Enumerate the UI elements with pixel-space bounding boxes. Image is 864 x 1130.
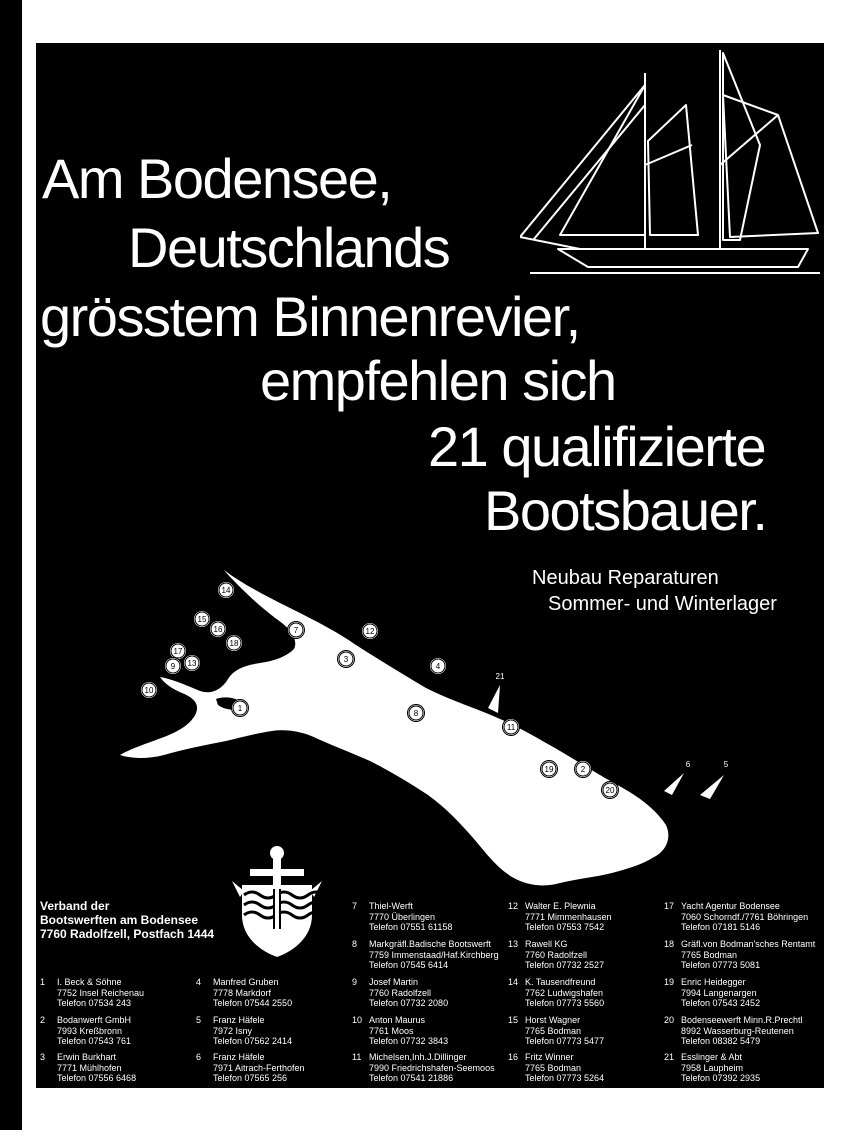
map-marker (210, 621, 227, 638)
map-marker (194, 611, 211, 628)
map-marker (430, 658, 447, 675)
map-marker-label: 1 (237, 704, 243, 713)
map-marker (226, 635, 243, 652)
map-marker-label: 7 (293, 626, 299, 635)
map-marker-label: 10 (144, 686, 154, 695)
headline-line-6: Bootsbauer. (484, 479, 767, 542)
headline-line-4: empfehlen sich (260, 349, 616, 412)
sail-label-21: 21 (495, 672, 505, 681)
advert-panel: Am Bodensee, Deutschlands grösstem Binnenrevier, empfehlen sich 21 qualifizierte Bootsbauer. Neubau Reparaturen Sommer- und Winterlager 21 6 5 14 15 16 18 7 12 17 9 13 3 4 10 1 8 11 19 2 20 Verband der Bootswerften am Bodensee 7760 Radolfzell, Postfach 1444 1 I. Beck & Söhne 7752 Insel Reichenau Telefon 07534 243 2 Bodanwerft GmbH 7993 Kreßbronn Telefon 07543 761 3 Erwin Burkhart 7771 Mühlhofen Telefon 07556 6468 4 Manfred Gruben 7778 Markdorf Telefon 07544 2550 5 Franz Häfele 7972 Isny Telefon 07562 2414 6 Franz Häfele 7971 Aitrach-Ferthofen Telefon 07565 256 7 Thiel-Werft 7770 Überlingen Telefon 07551 61158 8 Markgräfl.Badische Bootswerft 7759 Immenstaad/Haf.Kirchberg Telefon 07545 6414 9 Josef Martin 7760 Radolfzell Telefon 07732 2080 10 Anton Maurus 7761 Moos Telefon 07732 3843 11 Michelsen,Inh.J.Dillinger 7990 Friedrichshafen-Seemoos Telefon 07541 21886 12 Walter E. Plewnia 7771 Mimmenhausen Telefon 07553 7542 13 Rawell KG 7760 Radolfzell Telefon 07732 2527 14 K. Tausendfreund 7762 Ludwigshafen Telefon 07773 5560 15 Horst Wagner 7765 Bodman Telefon 07773 5477 16 Fritz Winner 7765 Bodman Telefon 07773 5264 17 Yacht Agentur Bodensee 7060 Schorndf./7761 Böhringen Telefon 07181 5146 18 Gräfl.von Bodman'sches Rentamt 7765 Bodman Telefon 07773 5081 19 Enric Heidegger 7994 Langenargen Telefon 07543 2452 20 Bodenseewerft Minn.R.Prechtl 8992 Wasserburg-Reutenen Telefon 08382 5479 21 Esslinger & Abt 7958 Laupheim Telefon 07392 2935 (36, 43, 824, 1088)
sailing-ship-icon (520, 45, 824, 277)
map-marker (288, 622, 305, 639)
map-marker-label: 3 (343, 655, 349, 664)
map-marker-label: 16 (213, 625, 223, 634)
map-marker-label: 8 (413, 709, 419, 718)
map-marker-label: 17 (173, 647, 183, 656)
map-marker-label: 2 (580, 765, 586, 774)
sail-label-6: 6 (685, 760, 691, 769)
services-line-2: Sommer- und Winterlager (548, 593, 777, 615)
map-marker-label: 14 (221, 586, 231, 595)
map-marker (218, 582, 235, 599)
headline-line-3: grösstem Binnenrevier, (40, 285, 580, 348)
anchor-emblem-icon (232, 845, 322, 957)
map-marker (232, 700, 249, 717)
map-marker-label: 4 (435, 662, 441, 671)
map-marker (575, 761, 592, 778)
association-address: 7760 Radolfzell, Postfach 1444 (40, 927, 215, 941)
map-marker-label: 12 (365, 627, 375, 636)
map-marker-label: 9 (170, 662, 176, 671)
association-name-line-1: Verband der (40, 899, 110, 913)
association-name-line-2: Bootswerften am Bodensee (40, 913, 199, 927)
map-marker-label: 19 (544, 765, 554, 774)
map-marker-label: 15 (197, 615, 207, 624)
headline-line-2: Deutschlands (128, 216, 450, 279)
map-marker (408, 705, 425, 722)
services-line-1: Neubau Reparaturen (532, 567, 719, 589)
map-marker-label: 11 (506, 723, 516, 732)
map-marker-label: 20 (605, 786, 615, 795)
map-marker (503, 719, 520, 736)
map-marker (165, 658, 182, 675)
map-marker (184, 655, 201, 672)
headline-line-5: 21 qualifizierte (428, 415, 766, 478)
map-marker (141, 682, 158, 699)
map-marker (602, 782, 619, 799)
map-marker-label: 18 (229, 639, 239, 648)
map-marker (338, 651, 355, 668)
map-marker (362, 623, 379, 640)
sail-label-5: 5 (723, 760, 729, 769)
map-marker (170, 643, 187, 660)
left-edge-bar (0, 0, 22, 1130)
lake-constance-map (36, 533, 824, 893)
map-marker-label: 13 (187, 659, 197, 668)
headline-line-1: Am Bodensee, (42, 147, 392, 210)
map-marker (541, 761, 558, 778)
association-block (40, 899, 214, 941)
